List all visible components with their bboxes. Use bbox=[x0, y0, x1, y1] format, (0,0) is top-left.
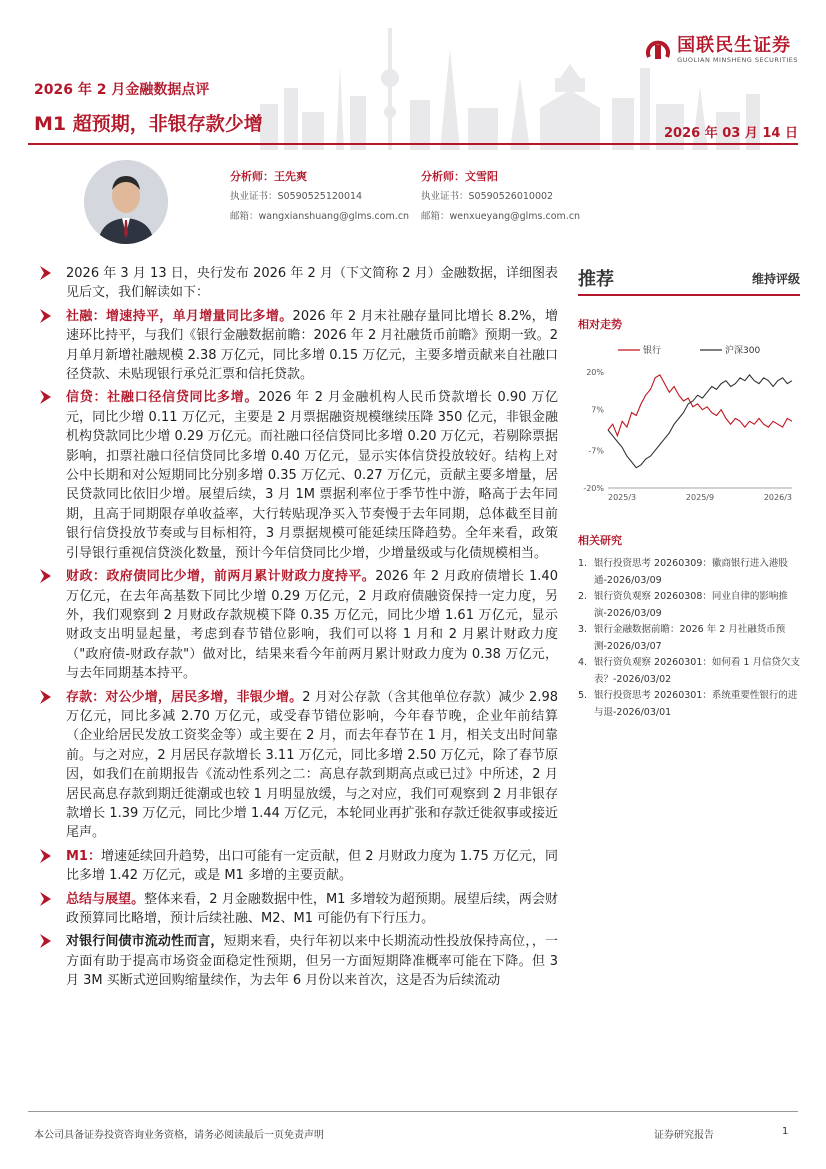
y-tick-label: 20% bbox=[586, 368, 604, 377]
bullet-arrow-icon bbox=[40, 569, 51, 583]
x-tick-label: 2026/3 bbox=[763, 493, 792, 502]
report-header bbox=[0, 0, 826, 150]
series-line bbox=[608, 375, 792, 436]
list-item[interactable]: 4. 银行资负观察 20260301：如何看 1 月信贷欠支表？-2026/03/02 bbox=[578, 657, 800, 685]
logo-name-cn: 国联民生证券 bbox=[677, 35, 792, 56]
analyst-card-1 bbox=[230, 167, 409, 227]
x-tick-label: 2025/9 bbox=[685, 493, 715, 502]
report-title: M1 超预期，非银存款少增 bbox=[34, 113, 263, 135]
footer-divider bbox=[28, 1111, 798, 1112]
relative-trend-chart bbox=[578, 338, 800, 514]
bullet-arrow-icon bbox=[40, 690, 51, 704]
body-paragraph: 社融：增速持平，单月增量同比多增。2026 年 2 月末社融存量同比增长 8.2%，增速环比持平，与我们《银行金融数据前瞻：2026 年 2 月社融货币前瞻》预期一致。2 月单月新增社融规模 2.38 万亿元，同比多增 0.15 万亿元，主要多增贡献来自社融口径贷款、未贴现银行承兑汇票和信托贷款。 bbox=[36, 307, 558, 385]
y-tick-label: -20% bbox=[583, 484, 604, 493]
body-paragraph: 2026 年 3 月 13 日，央行发布 2026 年 2 月（下文简称 2 月）金融数据，详细图表见后文，我们解读如下： bbox=[36, 264, 558, 303]
logo-name-en: GUOLIAN MINSHENG SECURITIES bbox=[677, 56, 798, 64]
list-item[interactable]: 3. 银行金融数据前瞻：2026 年 2 月社融货币预测-2026/03/07 bbox=[578, 624, 786, 652]
series-line bbox=[608, 375, 792, 468]
relative-trend-heading: 相对走势 bbox=[578, 318, 622, 331]
page-number: 1 bbox=[782, 1126, 789, 1137]
list-item[interactable]: 2. 银行资负观察 20260308：同业自律的影响推演-2026/03/09 bbox=[578, 591, 788, 619]
list-item[interactable]: 1. 银行投资思考 20260309：徽商银行进入港股通-2026/03/09 bbox=[578, 558, 788, 586]
bullet-arrow-icon bbox=[40, 390, 51, 404]
analyst-email[interactable]: 邮箱：wangxianshuang@glms.com.cn bbox=[230, 211, 410, 222]
list-item[interactable]: 5. 银行投资思考 20260301：系统重要性银行的进与退-2026/03/01 bbox=[578, 690, 798, 718]
report-date: 2026 年 03 月 14 日 bbox=[664, 126, 798, 141]
logo-mark-icon bbox=[645, 37, 671, 63]
footer-label: 证券研究报告 bbox=[654, 1130, 714, 1141]
analyst-card-2 bbox=[421, 167, 580, 227]
legend-label: 沪深300 bbox=[725, 346, 761, 356]
analyst-name: 分析师：文雪阳 bbox=[421, 170, 498, 183]
body-paragraph: 总结与展望。整体来看，2 月金融数据中性，M1 多增较为超预期。展望后续，两会财政预算同比略增，预计后续社融、M2、M1 可能仍有下行压力。 bbox=[36, 890, 558, 929]
body-paragraph: M1：增速延续回升趋势，出口可能有一定贡献，但 2 月财政力度为 1.75 万亿元，同比多增 1.42 万亿元，或是 M1 多增的主要贡献。 bbox=[36, 847, 558, 886]
analyst-name: 分析师：王先爽 bbox=[230, 170, 307, 183]
report-body bbox=[36, 264, 558, 995]
body-paragraph: 财政：政府债同比少增，前两月累计财政力度持平。2026 年 2 月政府债增长 1.40 万亿元，在去年高基数下同比少增 0.29 万亿元，2 月政府债融资保持一定力度，另外，我们观察到 2 月财政存款规模下降 0.35 万亿元，同比少增 1.61 万亿元，显示财政支出明显起量，考虑到春节错位影响，我们可以将 1 月和 2 月累计财政力度（"政府债-财政存款"）做对比，结果来看今年前两月累计财政力度为 0.38 万亿元，与去年同期基本持平。 bbox=[36, 567, 558, 683]
related-research-list bbox=[578, 556, 800, 721]
body-paragraph: 存款：对公少增，居民多增，非银少增。2 月对公存款（含其他单位存款）减少 2.98 万亿元，同比多减 2.70 万亿元，或受春节错位影响，今年春节晚，企业年前结算（企业给居民发放工资奖金等）或主要在 2 月，而去年春节在 1 月，相关支出时间靠前。与之对应，2 月居民存款增长 3.11 万亿元，同比多增 2.50 万亿元，除了春节原因，如我们在前期报告《流动性系列之二：高息存款到期高点或已过》中所述，2 月居民高息存款到期迁徙潮或也较 1 月明显放缓，与之对应，我们可观察到 2 月非银存款增长 1.39 万亿元，同比少增 1.44 万亿元，本轮同业再扩张和存款迁徙叙事或接近尾声。 bbox=[36, 688, 558, 843]
bullet-arrow-icon bbox=[40, 849, 51, 863]
report-series: 2026 年 2 月金融数据点评 bbox=[34, 82, 210, 98]
legend-label: 银行 bbox=[643, 346, 662, 356]
footer-disclaimer: 本公司具备证券投资咨询业务资格，请务必阅读最后一页免责声明 bbox=[34, 1130, 324, 1141]
company-logo bbox=[645, 36, 798, 64]
bullet-arrow-icon bbox=[40, 266, 51, 280]
related-research-heading: 相关研究 bbox=[578, 534, 622, 547]
rating-row bbox=[578, 262, 800, 296]
sidebar bbox=[578, 262, 800, 721]
recommendation: 推荐 bbox=[578, 269, 614, 290]
y-tick-label: -7% bbox=[588, 446, 604, 456]
analyst-photo bbox=[84, 160, 168, 244]
x-tick-label: 2025/3 bbox=[608, 493, 637, 502]
bullet-arrow-icon bbox=[40, 309, 51, 323]
bullet-arrow-icon bbox=[40, 934, 51, 948]
analyst-email[interactable]: 邮箱：wenxueyang@glms.com.cn bbox=[421, 211, 581, 222]
y-tick-label: 7% bbox=[591, 405, 604, 415]
body-paragraph: 对银行间债市流动性而言，短期来看，央行年初以来中长期流动性投放保持高位，，一方面有助于提高市场资金面稳定性预期，但另一方面短期降准概率可能在下降。但 3 月 3M 买断式逆回购缩量续作，为去年 6 月份以来首次，这是否为后续流动 bbox=[36, 932, 558, 990]
analyst-cert: 执业证书：S0590525120014 bbox=[230, 191, 363, 202]
rating-status: 维持评级 bbox=[751, 271, 800, 286]
body-paragraph: 信贷：社融口径信贷同比多增。2026 年 2 月金融机构人民币贷款增长 0.90 万亿元，同比少增 0.11 万亿元，主要是 2 月票据融资规模继续压降 350 亿元，非银金融机构贷款同比少增 0.29 万亿元。而社融口径信贷同比多增 0.20 万亿元，若剔除票据影响，扣票社融口径信贷同比多增 0.40 万亿元，显示实体信贷投放较好。结构上对公中长期和对公短期同比分别多增 0.35 万亿元、0.27 万亿元，贡献主要多增量，居民贷款同比依旧少增。展望后续，3 月 1M 票据利率位于季节性中游，略高于去年同期，且高于同期限存单收益率，大行转贴现净买入节奏慢于去年同期，总体截至目前银行信贷投放节奏或与目标相符，3 月票据规模可能延续压降趋势。全年来看，政策引导银行重视信贷淡化数量，预计今年信贷同比少增，少增量级或与化债规模相当。 bbox=[36, 388, 558, 563]
header-divider bbox=[28, 143, 798, 145]
bullet-arrow-icon bbox=[40, 892, 51, 906]
analyst-cert: 执业证书：S0590526010002 bbox=[421, 191, 554, 202]
avatar bbox=[84, 160, 168, 244]
